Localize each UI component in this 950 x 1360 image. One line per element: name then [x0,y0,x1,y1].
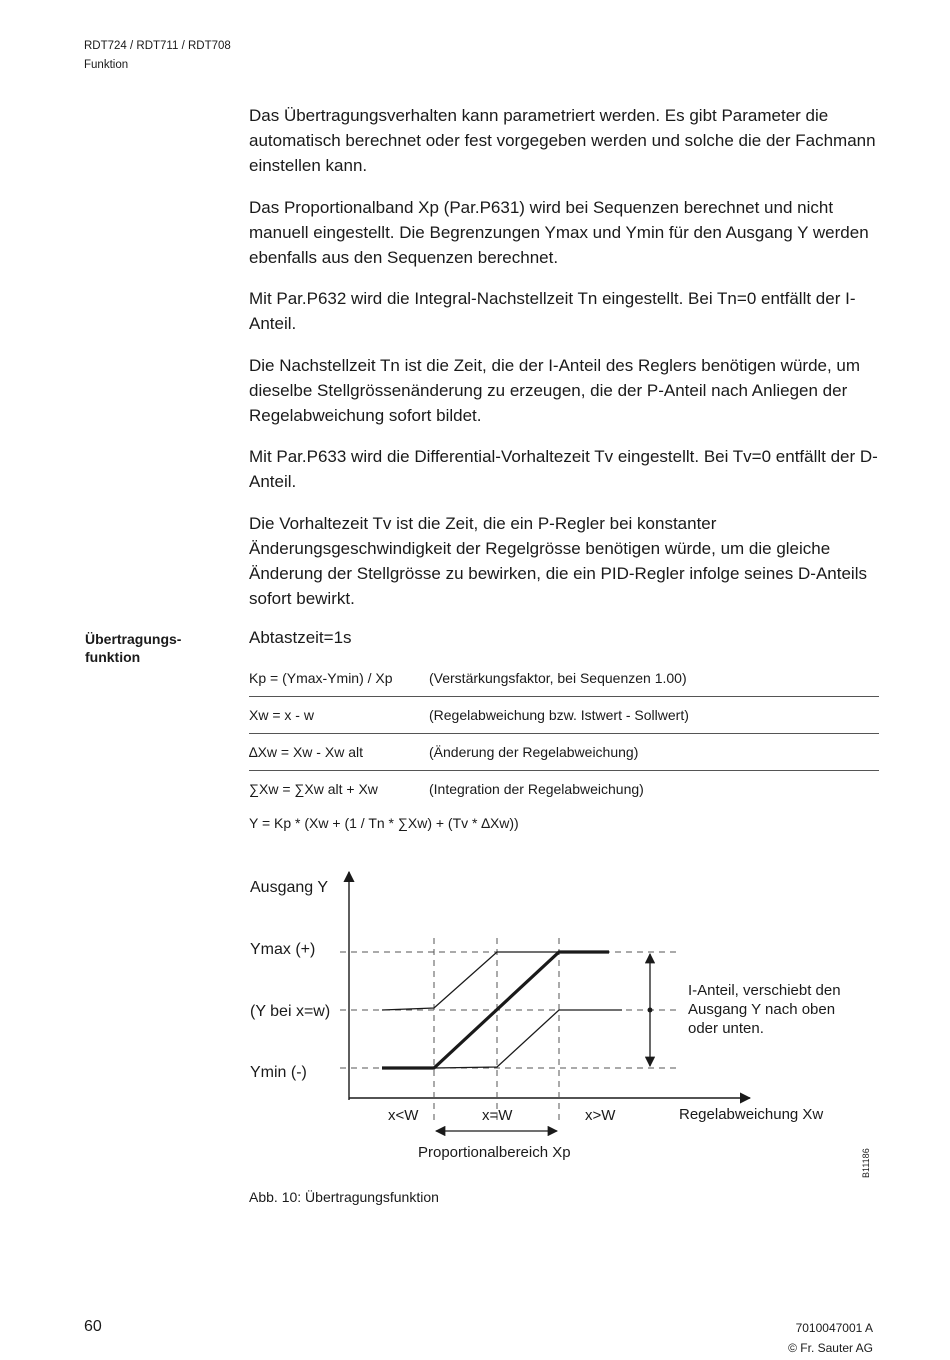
document-number: 7010047001 A [795,1321,873,1335]
header-section: Funktion [84,59,129,71]
ymid-label: (Y bei x=w) [250,1003,331,1020]
figure-id: B11186 [861,1148,871,1178]
annotation-line: Ausgang Y nach oben [688,1001,836,1018]
paragraph: Mit Par.P633 wird die Differential-Vorhaltezeit Tv eingestellt. Bei Tv=0 entfällt der D-Anteil. [249,447,878,492]
formula-row [249,660,879,697]
formula: ∆Xw = Xw - Xw alt [249,734,429,771]
x-label-gt: x>W [585,1107,616,1124]
formula-description: (Verstärkungsfaktor, bei Sequenzen 1.00) [429,660,879,697]
paragraph: Die Nachstellzeit Tn ist die Zeit, die der I-Anteil des Reglers benötigen würde, um dieselbe Stellgrössenänderung zu erzeugen, die der P-Anteil nach Anliegen der Regelabweichung sofort bildet. [249,355,861,426]
x-axis-label: Regelabweichung Xw [679,1106,824,1123]
figure-caption: Abb. 10: Übertragungsfunktion [249,1189,439,1205]
formula-row [249,771,879,808]
x-label-eq: x=W [482,1107,513,1124]
page-number: 60 [84,1318,102,1335]
ymax-label: Ymax (+) [250,941,316,958]
body-text [249,103,889,627]
formula-row [249,697,879,734]
side-label: Übertragungs- funktion [85,631,182,665]
copyright: © Fr. Sauter AG [788,1341,873,1355]
paragraph: Das Übertragungsverhalten kann parametriert werden. Es gibt Parameter die automatisch berechnet oder fest vorgegeben werden und solche die der Fachmann einstellen kann. [249,106,876,176]
paragraph: Mit Par.P632 wird die Integral-Nachstellzeit Tn eingestellt. Bei Tn=0 entfällt der I-Anteil. [249,289,856,334]
annotation-line: I-Anteil, verschiebt den [688,982,841,999]
x-label-lt: x<W [388,1107,419,1124]
formula: Xw = x - w [249,697,429,734]
ymin-label: Ymin (-) [250,1064,307,1081]
output-formula: Y = Kp * (Xw + (1 / Tn * ∑Xw) + (Tv * ∆Xw)) [249,815,519,831]
header-models: RDT724 / RDT711 / RDT708 [84,40,231,52]
paragraph: Die Vorhaltezeit Tv ist die Zeit, die ein P-Regler bei konstanter Änderungsgeschwindigkeit der Regelgrösse benötigen würde, um die gleiche Änderung der Stellgrösse zu bewirken, die ein PID-Regler infolge seines D-Anteils sofort bewirkt. [249,513,867,609]
formula-description: (Regelabweichung bzw. Istwert - Sollwert) [429,697,879,734]
formula-table [249,660,879,807]
formula-description: (Integration der Regelabweichung) [429,781,644,797]
annotation-line: oder unten. [688,1020,764,1037]
formula-row [249,734,879,771]
paragraph: Das Proportionalband Xp (Par.P631) wird bei Sequenzen berechnet und nicht manuell eingestellt. Die Begrenzungen Ymax und Ymin für den Ausgang Y werden ebenfalls aus den Sequenzen berechnet. [249,197,869,268]
formula-description: (Änderung der Regelabweichung) [429,734,879,771]
sampling-time: Abtastzeit=1s [249,628,352,647]
formula: ∑Xw = ∑Xw alt + Xw [249,781,378,797]
shift-point [648,1008,653,1013]
guide-lines [340,938,680,1122]
curve-shifted-up [382,952,559,1010]
curve-shifted-down [434,1010,622,1068]
range-label: Proportionalbereich Xp [418,1144,571,1161]
transfer-function-diagram [230,860,880,1180]
formula: Kp = (Ymax-Ymin) / Xp [249,660,429,697]
y-axis-label: Ausgang Y [250,879,328,896]
